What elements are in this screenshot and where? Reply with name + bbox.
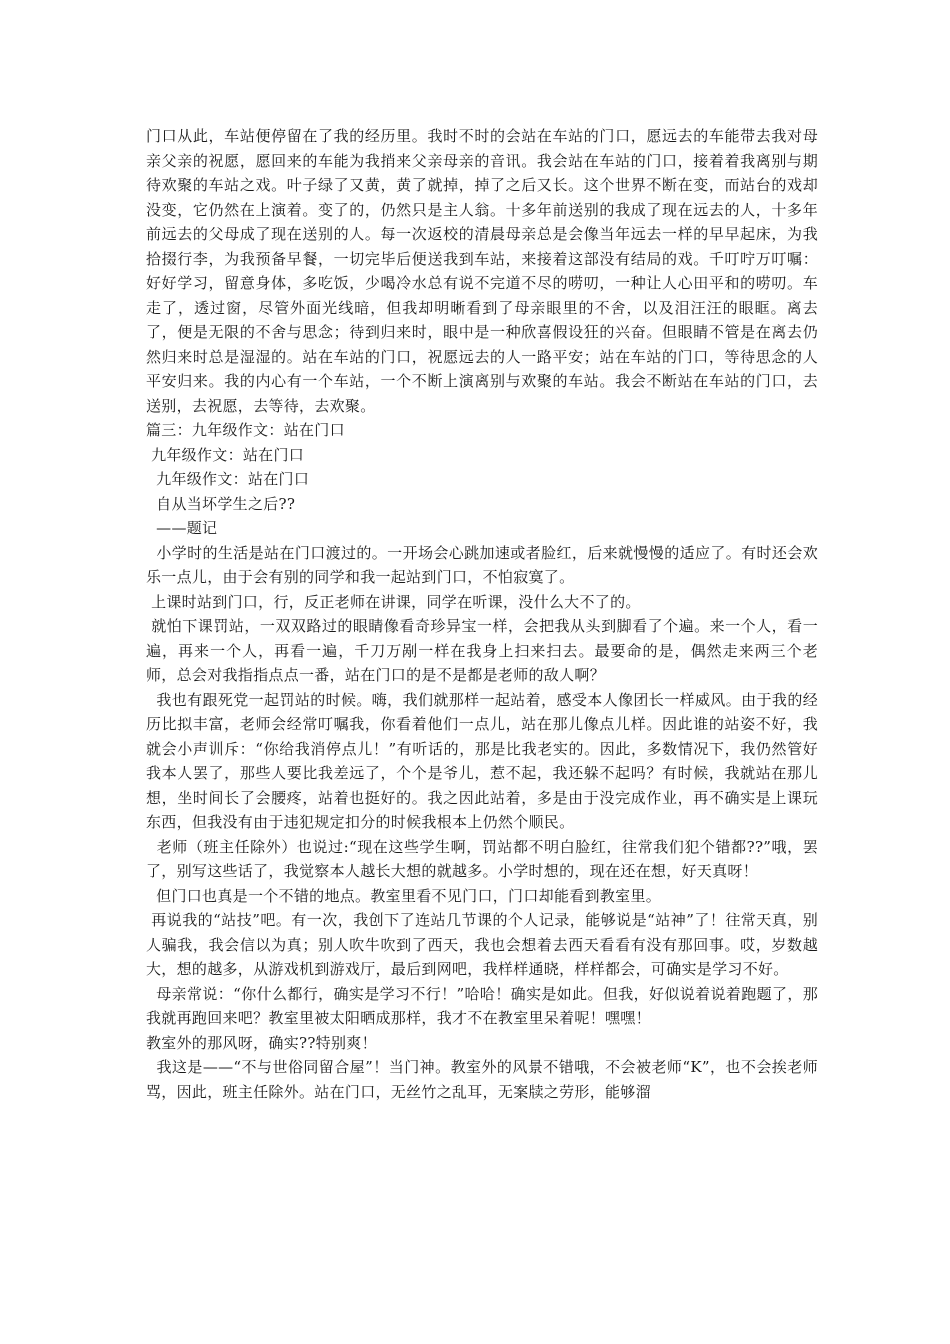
- paragraph: 母亲常说：“你什么都行，确实是学习不行！”哈哈！确实是如此。但我，好似说着说着跑题了，那我就再跑回来吧？教室里被太阳晒成那样，我才不在教室里呆着呢！嘿嘿！: [146, 984, 819, 1027]
- section-heading: 篇三：九年级作文：站在门口: [146, 421, 345, 439]
- paragraph: 门口从此，车站便停留在了我的经历里。我时不时的会站在车站的门口，愿远去的车能带去我对母亲父亲的祝愿，愿回来的车能为我捎来父亲母亲的音讯。我会站在车站的门口，接着着我离别与期待欢聚的车站之戏。叶子绿了又黄，黄了就掉，掉了之后又长。这个世界不断在变，而站台的戏却没变，它仍然在上演着。变了的，仍然只是主人翁。十多年前送别的我成了现在远去的人，十多年前远去的父母成了现在送别的人。每一次返校的清晨母亲总是会像当年远去一样的早早起床，为我拾掇行李，为我预备早餐，一切完毕后便送我到车站，来接着这部没有结局的戏。千叮咛万叮嘱：好好学习，留意身体，多吃饭，少喝冷水总有说不完道不尽的唠叨，一种让人心田平和的唠叨。车走了，透过窗，尽管外面光线暗，但我却明晰看到了母亲眼里的不舍，以及泪汪汪的眼眶。离去了，便是无限的不舍与思念；待到归来时，眼中是一种欣喜假设狂的兴奋。但眼睛不管是在离去仍然归来时总是湿湿的。站在车站的门口，祝愿远去的人一路平安；站在车站的门口，等待思念的人平安归来。我的内心有一个车站，一个不断上演离别与欢聚的车站。我会不断站在车站的门口，去送别，去祝愿，去等待，去欢聚。: [146, 127, 818, 415]
- paragraph: 上课时站到门口，行，反正老师在讲课，同学在听课，没什么大不了的。: [146, 592, 641, 611]
- document-page: [146, 124, 818, 1104]
- paragraph: 教室外的那风呀，确实??特别爽！: [146, 1033, 377, 1052]
- paragraph: 老师（班主任除外）也说过:“现在这些学生啊，罚站都不明白脸红，往常我们犯个错都??”哦，罢了，别写这些话了，我觉察本人越长大想的就越多。小学时想的，现在还在想，好天真呀！: [146, 837, 819, 880]
- paragraph: 就怕下课罚站，一双双路过的眼睛像看奇珍异宝一样，会把我从头到脚看了个遍。来一个人，看一遍，再来一个人，再看一遍，千刀万剐一样在我身上扫来扫去。最要命的是，偶然走来两三个老师，总会对我指指点点一番，站在门口的是不是都是老师的敌人啊？: [146, 617, 818, 684]
- paragraph: 小学时的生活是站在门口渡过的。一开场会心跳加速或者脸红，后来就慢慢的适应了。有时还会欢乐一点儿，由于会有别的同学和我一起站到门口，不怕寂寞了。: [146, 543, 819, 586]
- paragraph: 但门口也真是一个不错的地点。教室里看不见门口，门口却能看到教室里。: [146, 886, 662, 905]
- paragraph: 自从当坏学生之后??: [146, 494, 296, 513]
- paragraph: ——题记: [146, 519, 218, 537]
- paragraph: 九年级作文：站在门口: [146, 445, 305, 464]
- paragraph: 再说我的“站技”吧。有一次，我创下了连站几节课的个人记录，能够说是“站神”了！往常天真，别人骗我，我会信以为真；别人吹牛吹到了西天，我也会想着去西天看看有没有那回事。哎，岁数越大，想的越多，从游戏机到游戏厅，最后到网吧，我样样通晓，样样都会，可确实是学习不好。: [146, 911, 818, 978]
- paragraph: 我这是——“不与世俗同留合屋”！当门神。教室外的风景不错哦，不会被老师“K”，也不会挨老师骂，因此，班主任除外。站在门口，无丝竹之乱耳，无案牍之劳形，能够溜: [146, 1058, 818, 1101]
- paragraph: 我也有跟死党一起罚站的时候。嗨，我们就那样一起站着，感受本人像团长一样威风。由于我的经历比拟丰富，老师会经常叮嘱我，你看着他们一点儿，站在那儿像点儿样。因此谁的站姿不好，我就会小声训斥：“你给我消停点儿！”有听话的，那是比我老实的。因此，多数情况下，我仍然管好我本人罢了，那些人要比我差远了，个个是爷儿，惹不起，我还躲不起吗？有时候，我就站在那儿想，坐时间长了会腰疼，站着也挺好的。我之因此站着，多是由于没完成作业，再不确实是上课玩东西，但我没有由于违犯规定扣分的时候我根本上仍然个顺民。: [146, 690, 819, 831]
- paragraph: 九年级作文：站在门口: [146, 470, 310, 488]
